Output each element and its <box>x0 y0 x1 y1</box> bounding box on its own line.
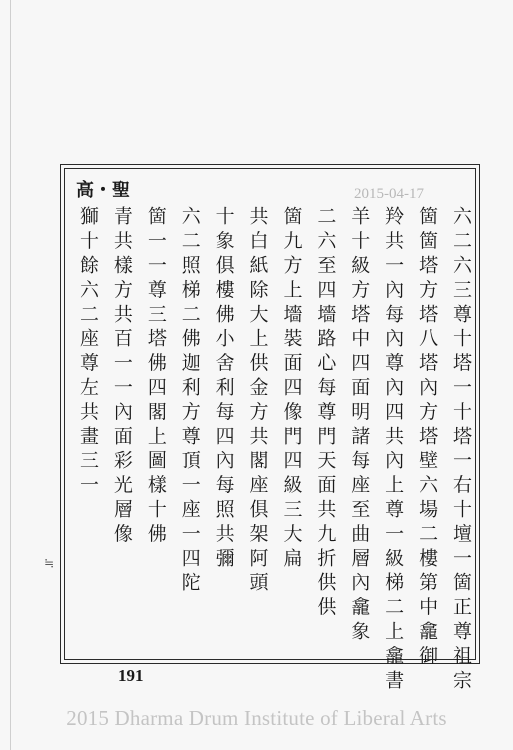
text-column-5: 二六至四墻路心每尊門天面共九折供供 <box>314 206 337 621</box>
text-column-8: 十象俱樓佛小舍利每四內每照共彌 <box>212 206 235 572</box>
section-heading: 高・聖 <box>76 180 130 201</box>
text-column-9: 六二照梯二佛迦利方尊頂一座一四陀 <box>178 206 201 597</box>
text-column-4: 羊十級方塔中四面明諸每座至曲層內龕象 <box>348 206 371 646</box>
copyright-watermark: 2015 Dharma Drum Institute of Liberal Arts <box>66 706 447 730</box>
text-column-12: 獅十餘六二座尊左共畫三一 <box>77 206 99 499</box>
text-column-7: 共白紙除大上供金方共閣座俱架阿頭 <box>246 206 269 597</box>
text-column-11: 青共樣方共百一一內面彩光層像 <box>110 206 133 548</box>
page-number: 191 <box>118 666 144 685</box>
text-column-6: 箇九方上墻裝面四像門四級三大扁 <box>280 206 303 572</box>
text-column-3: 羚共一內每內尊內四共內上尊一級梯二上龕書 <box>382 206 405 694</box>
binding-rule <box>10 0 11 750</box>
text-column-1: 六二六三尊十塔一十塔一右十壇一箇正尊祖宗 <box>449 206 472 694</box>
margin-mark: ≒ <box>44 556 55 570</box>
text-column-2: 箇箇塔方塔八塔內方塔壁六場二樓第中龕御 <box>416 206 439 670</box>
date-stamp: 2015-04-17 <box>354 186 424 202</box>
text-column-10: 箇一一尊三塔佛四閣上圖樣十佛 <box>144 206 167 548</box>
